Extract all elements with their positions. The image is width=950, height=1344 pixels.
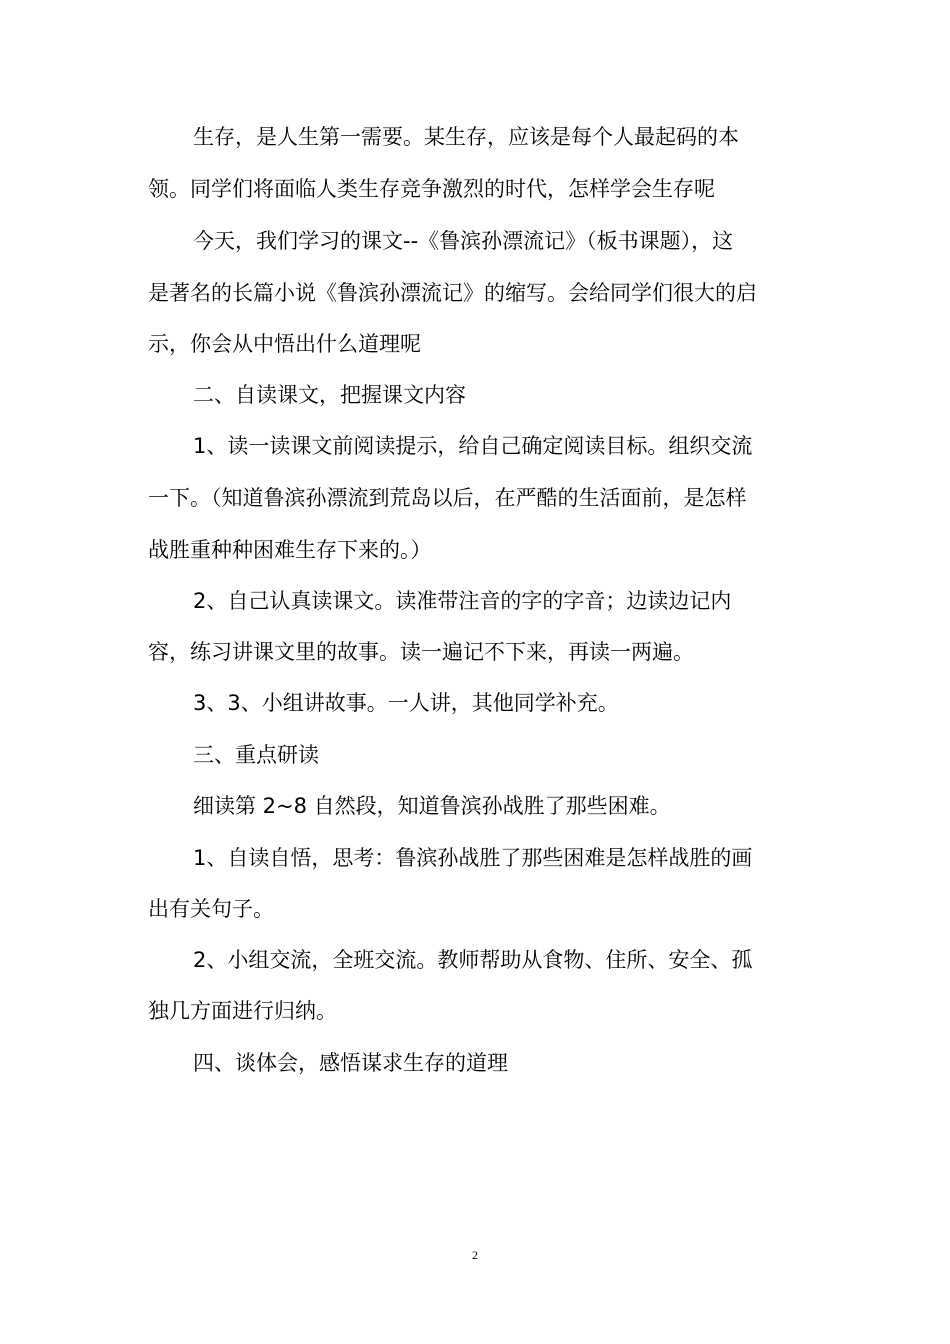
paragraph-line: 细读第 2~8 自然段，知道鲁滨孙战胜了那些困难。 bbox=[193, 794, 671, 818]
paragraph-line: 1、读一读课文前阅读提示，给自己确定阅读目标。组织交流 bbox=[193, 434, 753, 458]
section-heading: 二、自读课文，把握课文内容 bbox=[193, 383, 466, 407]
paragraph-line: 容，练习讲课文里的故事。读一遍记不下来，再读一两遍。 bbox=[148, 640, 694, 664]
paragraph-line: 3、3、小组讲故事。一人讲，其他同学补充。 bbox=[193, 691, 619, 715]
paragraph-line: 领。同学们将面临人类生存竞争激烈的时代，怎样学会生存呢 bbox=[148, 177, 715, 201]
paragraph-line: 一下。（知道鲁滨孙漂流到荒岛以后，在严酷的生活面前，是怎样 bbox=[148, 486, 747, 510]
paragraph-line: 2、自己认真读课文。读准带注音的字的字音；边读边记内 bbox=[193, 589, 732, 613]
page-number: 2 bbox=[472, 1248, 478, 1262]
section-heading: 四、谈体会，感悟谋求生存的道理 bbox=[193, 1051, 508, 1075]
paragraph-line: 2、小组交流，全班交流。教师帮助从食物、住所、安全、孤 bbox=[193, 948, 753, 972]
paragraph-line: 独几方面进行归纳。 bbox=[148, 999, 337, 1023]
paragraph-line: 战胜重种种困难生存下来的。） bbox=[148, 538, 432, 562]
paragraph-line: 生存，是人生第一需要。某生存，应该是每个人最起码的本 bbox=[193, 125, 739, 149]
paragraph-line: 是著名的长篇小说《鲁滨孙漂流记》的缩写。会给同学们很大的启 bbox=[148, 281, 757, 305]
paragraph-line: 示，你会从中悟出什么道理呢 bbox=[148, 332, 421, 356]
paragraph-line: 1、自读自悟，思考：鲁滨孙战胜了那些困难是怎样战胜的画 bbox=[193, 846, 753, 870]
paragraph-line: 出有关句子。 bbox=[148, 897, 274, 921]
paragraph-line: 今天，我们学习的课文--《鲁滨孙漂流记》（板书课题），这 bbox=[193, 229, 734, 253]
section-heading: 三、重点研读 bbox=[193, 743, 319, 767]
